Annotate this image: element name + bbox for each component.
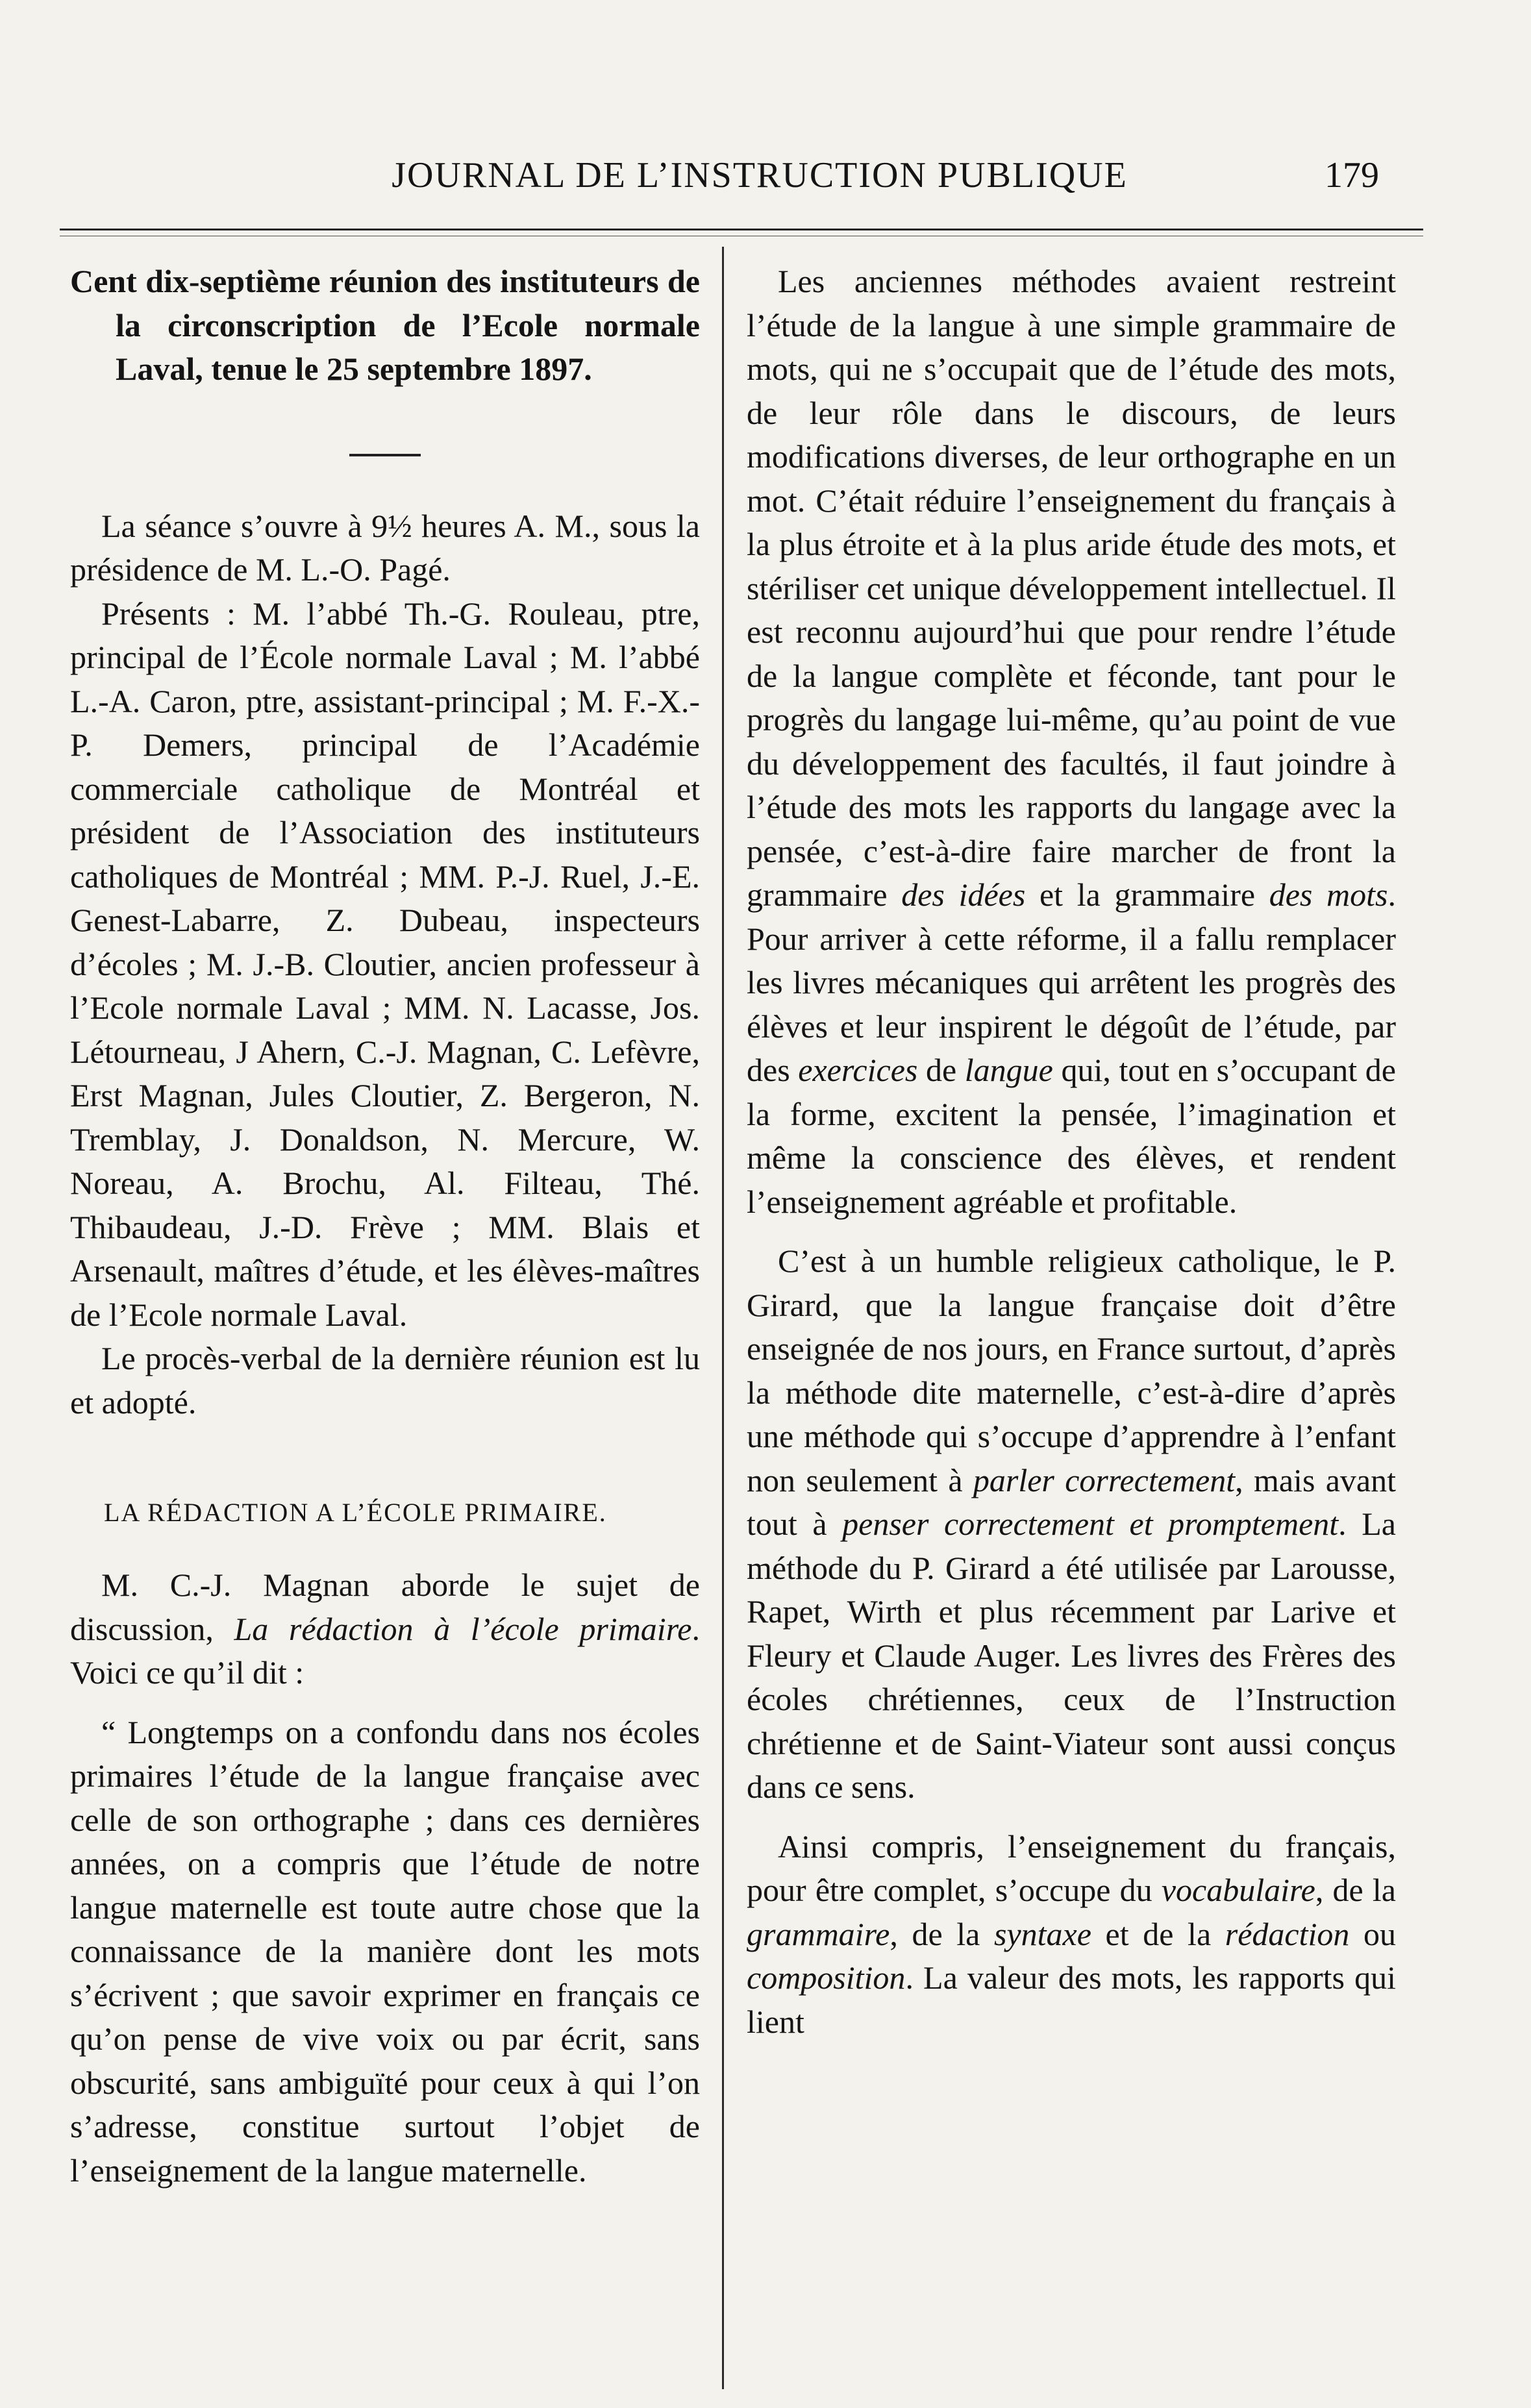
paragraph-attendees: Présents : M. l’abbé Th.-G. Rouleau, ptre, principal de l’École normale Laval ; M. l’abbé L.-A. Caron, ptre, assistant-principal ; M. F.-X.-P. Demers, principal de l’Académie commerciale catholique de Montréal et président de l’Association des instituteurs catholiques de Montréal ; MM. P.-J. Ruel, J.-E. Genest-Labarre, Z. Dubeau, inspecteurs d’écoles ; M. J.-B. Cloutier, ancien professeur à l’Ecole normale Laval ; MM. N. Lacasse, Jos. Létourneau, J Ahern, C.-J. Magnan, C. Lefèvre, Erst Magnan, Jules Cloutier, Z. Bergeron, N. Tremblay, J. Donaldson, N. Mercure, W. Noreau, A. Brochu, Al. Filteau, Thé. Thibaudeau, J.-D. Frève ; MM. Blais et Arsenault, maîtres d’étude, et les élèves-maîtres de l’Ecole normale Laval.	[70, 595, 700, 1333]
text-run: ou	[1349, 1915, 1397, 1952]
italic-run: des idées	[901, 876, 1026, 913]
italic-run: langue	[964, 1052, 1053, 1088]
italic-run: La rédaction à l’école primaire	[234, 1610, 692, 1647]
paragraph-gap	[747, 1809, 1396, 1825]
text-run: . La méthode du P. Girard a été utilisée par Larousse, Rapet, Wirth et plus récemment par Larive et Fleury et Claude Auger. Les livres des Frères des écoles chrétiennes, ceux de l’Instruction chrétienne et de Saint-Viateur sont aussi conçus dans ce sens.	[747, 1506, 1396, 1805]
paragraph-opening: La séance s’ouvre à 9½ heures A. M., sous la présidence de M. L.-O. Pagé.	[70, 507, 700, 588]
paragraph-teaching	[747, 1825, 1396, 2044]
italic-run: vocabulaire	[1161, 1872, 1315, 1908]
right-column	[747, 260, 1396, 2044]
header-rule	[60, 229, 1423, 236]
italic-run: rédaction	[1225, 1915, 1350, 1952]
text-run: M. C.-J. Magnan aborde le sujet de discussion,	[70, 1567, 700, 1647]
separator-dash	[349, 454, 421, 456]
text-run: , de la	[890, 1915, 994, 1952]
italic-run: penser correctement et promptement	[842, 1506, 1339, 1542]
italic-run: syntaxe	[994, 1915, 1091, 1952]
text-run: . La valeur des mots, les rapports qui lient	[747, 1959, 1396, 2040]
text-run: . Pour arriver à cette réforme, il a fallu remplacer les livres mécaniques qui arrêtent les progrès des élèves et leur inspirent le dégoût de l’étude, par des	[747, 876, 1396, 1088]
left-column	[70, 260, 700, 2192]
section-title: LA RÉDACTION A L’ÉCOLE PRIMAIRE.	[104, 1498, 607, 1527]
paragraph-speech-start: “ Longtemps on a confondu dans nos écoles primaires l’étude de la langue française avec celle de son orthographe ; dans ces dernières années, on a compris que l’étude de notre langue maternelle est toute autre chose que la connaissance de la manière dont les mots s’écrivent ; que savoir exprimer en français ce qu’on pense de vive voix ou par écrit, sans obscurité, sans ambiguïté pour ceux à qui l’on s’adresse, constitue surtout l’objet de l’enseignement de la langue maternelle.	[70, 1713, 700, 2189]
page-number: 179	[1325, 155, 1379, 195]
text-run: C’est à un humble religieux catholique, le P. Girard, que la langue française doit d’être enseignée de nos jours, en France surtout, d’après la méthode dite maternelle, c’est-à-dire d’après une méthode qui s’occupe d’apprendre à l’enfant non seulement à	[747, 1243, 1396, 1498]
paragraph-minutes: Le procès-verbal de la dernière réunion est lu et adopté.	[70, 1340, 700, 1421]
column-divider	[722, 247, 724, 2389]
text-run: Ainsi compris, l’enseignement du français, pour être complet, s’occupe du	[747, 1828, 1396, 1908]
text-run: et de la	[1091, 1915, 1225, 1952]
running-head: JOURNAL DE L’INSTRUCTION PUBLIQUE	[392, 155, 1128, 195]
text-run: et la grammaire	[1025, 876, 1269, 913]
text-run: . Voici ce qu’il dit :	[70, 1610, 700, 1691]
text-run: qui, tout en s’occupant de la forme, excitent la pensée, l’imagination et même la conscience des élèves, et rendent l’enseignement agréable et profitable.	[747, 1052, 1396, 1220]
italic-run: composition	[747, 1959, 906, 1996]
paragraph-methods	[747, 260, 1396, 1224]
italic-run: des mots	[1269, 876, 1388, 913]
italic-run: exercices	[798, 1052, 918, 1088]
paragraph-gap	[747, 1224, 1396, 1239]
italic-run: grammaire	[747, 1915, 890, 1952]
paragraph-intro-speaker	[70, 1563, 700, 1695]
text-run: , mais avant tout à	[747, 1461, 1397, 1542]
text-run: de	[917, 1052, 965, 1088]
italic-run: parler correctement	[973, 1461, 1236, 1498]
text-run: Les anciennes méthodes avaient restreint l’étude de la langue à une simple grammaire de mots, qui ne s’occupait que de l’étude des mots, de leur rôle dans le discours, de leurs modifications diverses, de leur orthographe en un mot. C’était réduire l’enseignement du français à la plus étroite et à la plus aride étude des mots, et stériliser cet unique développement intellectuel. Il est reconnu aujourd’hui que pour rendre l’étude de la langue complète et féconde, tant pour le progrès du langage lui-même, qu’au point de vue du développement des facultés, il faut joindre à l’étude des mots les rapports du langage avec la pensée, c’est-à-dire faire marcher de front la grammaire	[747, 263, 1396, 913]
paragraph-girard	[747, 1239, 1396, 1809]
paragraph-gap	[70, 1695, 700, 1711]
text-run: , de la	[1315, 1872, 1396, 1908]
meeting-heading: Cent dix-septième réunion des instituteurs de la circonscription de l’Ecole normale Laval, tenue le 25 septembre 1897.	[70, 263, 700, 387]
